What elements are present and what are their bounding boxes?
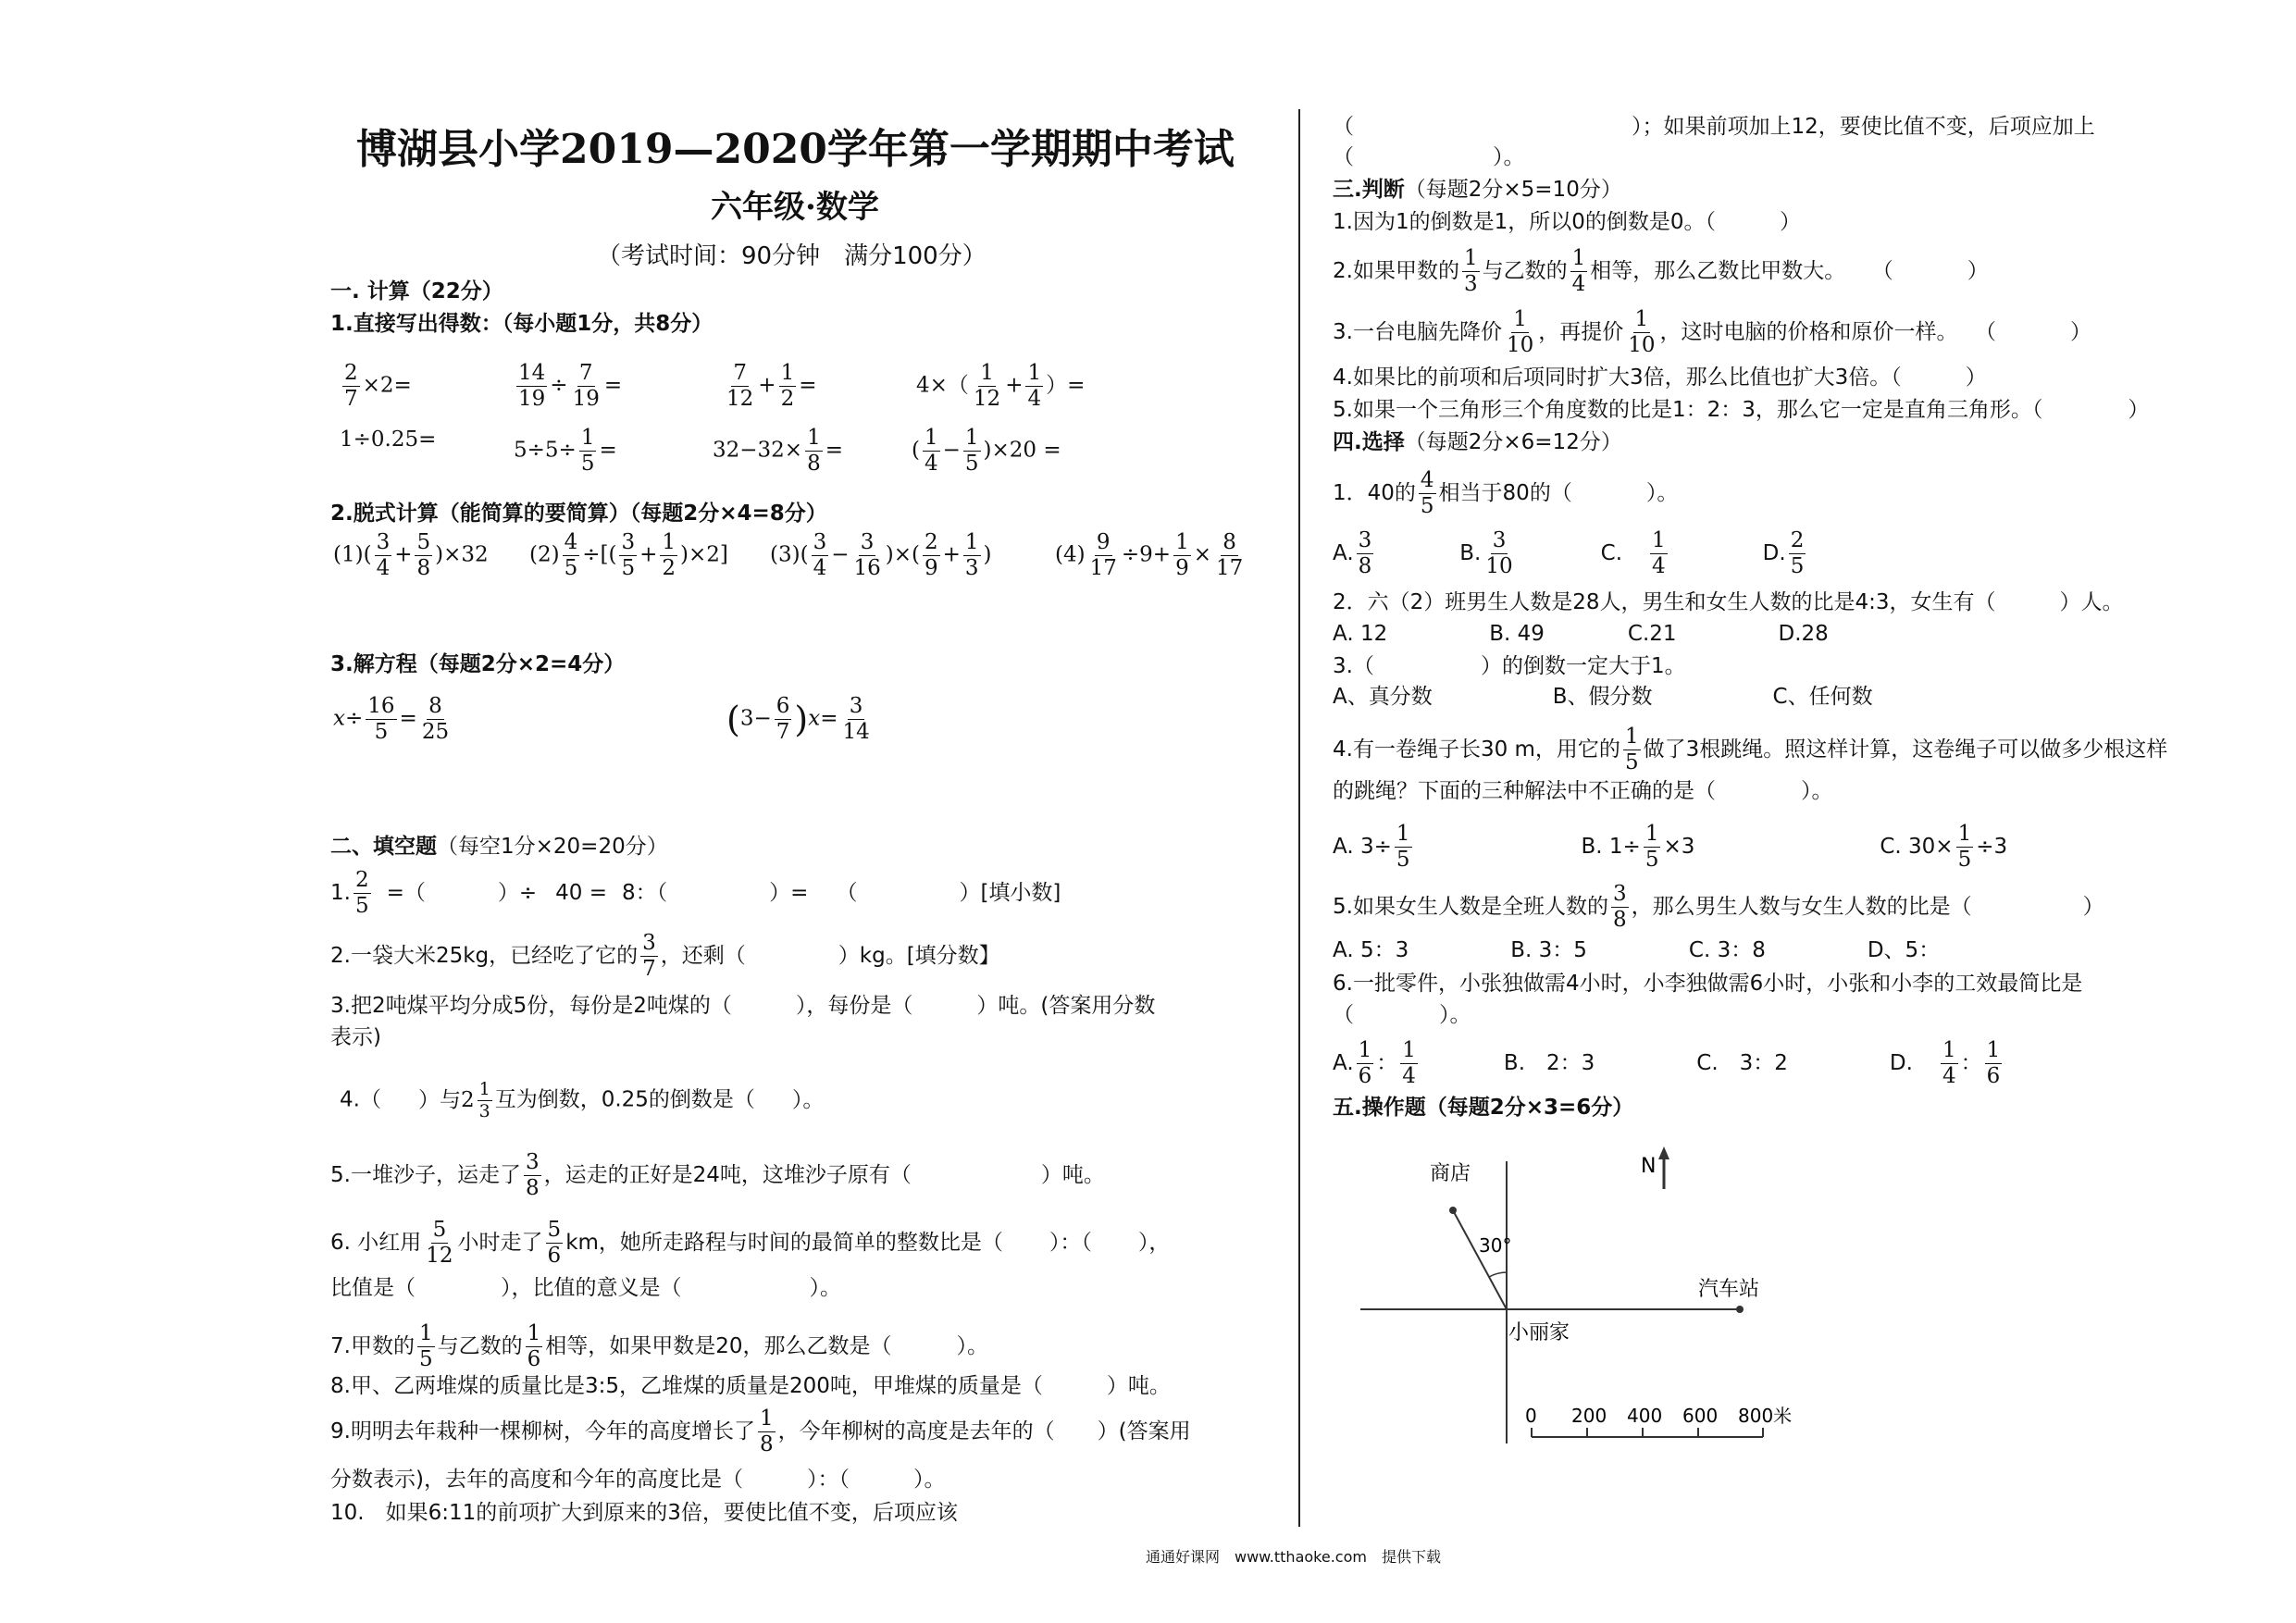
- fill-q6-line2: 比值是（ ），比值的意义是（ ）。: [330, 1276, 841, 1300]
- section-2-heading: 二、填空题（每空1分×20=20分）: [330, 835, 668, 859]
- fill-q5: 5.一堆沙子，运走了 $\frac{3}{8}$ ，运走的正好是24吨，这堆沙子原有（ ）吨。: [330, 1150, 1105, 1200]
- q3-heading: 3.解方程（每题2分×2=4分）: [330, 652, 626, 676]
- calc-12: (4) $\frac{9}{17}$ ÷9+ $\frac{1}{9}$ × $\frac{8}{17}$: [1055, 530, 1244, 580]
- choice-q6-line1: 6.一批零件，小张独做需4小时，小李独做需6小时，小张和小李的工效最简比是: [1333, 972, 2083, 996]
- scale-label: 200: [1571, 1405, 1607, 1427]
- map-diagram: [1333, 1134, 1814, 1467]
- equation-1: x÷ $\frac{16}{5}$ = $\frac{8}{25}$: [333, 694, 450, 744]
- scale-label: 400: [1627, 1405, 1663, 1427]
- fill-q9-line2: 分数表示)，去年的高度和今年的高度比是（ ）：（ ）。: [330, 1468, 946, 1492]
- judge-q3: 3.一台电脑先降价 $\frac{1}{10}$ ，再提价 $\frac{1}{10}$ ，这时电脑的价格和原价一样。 （ ）: [1333, 307, 2092, 357]
- fill-q3-line2: 表示): [330, 1025, 381, 1049]
- choice-q4-line1: 4.有一卷绳子长30 m，用它的 $\frac{1}{5}$ 做了3根跳绳。照这样计算，这卷绳子可以做多少根这样: [1333, 725, 2168, 774]
- judge-q5: 5.如果一个三角形三个角度数的比是1：2：3，那么它一定是直角三角形。（ ）: [1333, 398, 2150, 422]
- section-3-heading: 三.判断（每题2分×5=10分）: [1333, 178, 1622, 202]
- angle-arc: [1489, 1272, 1507, 1277]
- calc-2: $\frac{14}{19}$ ÷ $\frac{7}{19}$ =: [518, 361, 623, 411]
- q2-heading: 2.脱式计算（能简算的要简算）（每题2分×4=8分）: [330, 502, 827, 526]
- calc-1: $\frac{2}{7}$ ×2=: [344, 361, 412, 411]
- shop-label: 商店: [1430, 1162, 1471, 1185]
- fill-q7: 7.甲数的 $\frac{1}{5}$ 与乙数的 $\frac{1}{6}$ 相等，如果甲数是20，那么乙数是（ ）。: [330, 1321, 989, 1371]
- exam-subtitle: 六年级·数学: [711, 189, 879, 226]
- exam-title: 博湖县小学2019—2020学年第一学期期中考试: [356, 126, 1235, 173]
- calc-4: 4×（ $\frac{1}{12}$ + $\frac{1}{4}$ ）=: [916, 361, 1086, 411]
- north-arrowhead-icon: [1658, 1146, 1669, 1159]
- exam-info: （考试时间：90分钟 满分100分）: [597, 242, 987, 270]
- fill-q3-line1: 3.把2吨煤平均分成5份，每份是2吨煤的（ ），每份是（ ）吨。(答案用分数: [330, 994, 1156, 1018]
- judge-q2: 2.如果甲数的 $\frac{1}{3}$ 与乙数的 $\frac{1}{4}$ 相等，那么乙数比甲数大。 （ ）: [1333, 246, 1989, 296]
- fill-q10: 10. 如果6:11的前项扩大到原来的3倍，要使比值不变，后项应该: [330, 1501, 958, 1525]
- station-label: 汽车站: [1698, 1278, 1760, 1301]
- judge-q4: 4.如果比的前项和后项同时扩大3倍，那么比值也扩大3倍。（ ）: [1333, 365, 1987, 390]
- calc-9: (1)( $\frac{3}{4}$ + $\frac{5}{8}$ )×32: [333, 530, 489, 580]
- station-point: [1736, 1306, 1744, 1313]
- fill-q6-line1: 6. 小红用 $\frac{5}{12}$ 小时走了 $\frac{5}{6}$ km，她所走路程与时间的最简单的整数比是（ ）：（ ），: [330, 1218, 1171, 1268]
- judge-q1: 1.因为1的倒数是1，所以0的倒数是0。（ ）: [1333, 210, 1801, 234]
- choice-q4-options: A. 3÷ $\frac{1}{5}$ B. 1÷ $\frac{1}{5}$ ×3 C. 30× $\frac{1}{5}$ ÷3: [1333, 822, 2008, 872]
- choice-q5: 5.如果女生人数是全班人数的 $\frac{3}{8}$ ，那么男生人数与女生人数的比是（ ）: [1333, 882, 2104, 932]
- choice-q6-line2: （ ）。: [1333, 1003, 1471, 1027]
- fill-q10-cont1: （ ）；如果前项加上12，要使比值不变，后项应加上: [1333, 115, 2095, 139]
- choice-q4-line2: 的跳绳？下面的三种解法中不正确的是（ ）。: [1333, 779, 1833, 803]
- shop-direction-line: [1453, 1210, 1507, 1309]
- fill-q2: 2.一袋大米25kg，已经吃了它的 $\frac{3}{7}$ ，还剩（ ）kg。[填分数】: [330, 931, 1000, 981]
- section-5-heading: 五.操作题（每题2分×3=6分）: [1333, 1096, 1634, 1120]
- calc-3: $\frac{7}{12}$ + $\frac{1}{2}$ =: [726, 361, 817, 411]
- fill-q1: 1. $\frac{2}{5}$ =（ ）÷ 40 = 8：（ ）= （ ）[填小数]: [330, 868, 1061, 918]
- fill-q4: 4.（ ）与2 $\frac{1}{3}$ 互为倒数，0.25的倒数是（ ）。: [340, 1079, 825, 1121]
- shop-point: [1449, 1207, 1457, 1214]
- calc-10: (2) $\frac{4}{5}$ ÷[( $\frac{3}{5}$ + $\frac{1}{2}$ )×2]: [529, 530, 728, 580]
- equation-2: (3− $\frac{6}{7}$ )x= $\frac{3}{14}$: [726, 694, 870, 744]
- fill-q10-cont2: （ ）。: [1333, 145, 1525, 169]
- calc-11: (3)( $\frac{3}{4}$ − $\frac{3}{16}$ )×( $\frac{2}{9}$ + $\frac{1}{3}$ ): [770, 530, 992, 580]
- scale-label: 600: [1682, 1405, 1719, 1427]
- fill-q8: 8.甲、乙两堆煤的质量比是3:5，乙堆煤的质量是200吨，甲堆煤的质量是（ ）吨。: [330, 1374, 1171, 1398]
- choice-q1: 1．40的 $\frac{4}{5}$ 相当于80的（ ）。: [1333, 468, 1679, 518]
- calc-6: 5÷5÷ $\frac{1}{5}$ =: [514, 426, 617, 476]
- choice-q3: 3.（ ）的倒数一定大于1。: [1333, 654, 1686, 678]
- home-label: 小丽家: [1508, 1321, 1570, 1344]
- scale-label: 0: [1525, 1405, 1537, 1427]
- section-4-heading: 四.选择（每题2分×6=12分）: [1333, 430, 1622, 454]
- fill-q9-line1: 9.明明去年栽种一棵柳树，今年的高度增长了 $\frac{1}{8}$ ，今年柳树的高度是去年的（ ）(答案用: [330, 1406, 1191, 1456]
- section-1-heading: 一. 计算（22分）: [330, 279, 503, 304]
- choice-q2-options: A. 12 B. 49 C.21 D.28: [1333, 622, 1829, 646]
- column-divider: [1298, 109, 1300, 1527]
- choice-q5-options: A. 5：3 B. 3：5 C. 3：8 D、5：: [1333, 938, 1941, 962]
- calc-5: 1÷0.25=: [340, 427, 437, 452]
- footer-credit: 通通好课网 www.tthaoke.com 提供下载: [1146, 1548, 1441, 1566]
- q1-heading: 1.直接写出得数：（每小题1分，共8分）: [330, 312, 714, 336]
- north-label: N: [1641, 1155, 1657, 1178]
- choice-q1-options: A. $\frac{3}{8}$ B. $\frac{3}{10}$ C. $\frac{1}{4}$ D. $\frac{2}{5}$: [1333, 528, 1805, 578]
- angle-label: 30°: [1479, 1234, 1512, 1257]
- choice-q3-options: A、真分数 B、假分数 C、任何数: [1333, 685, 1873, 709]
- calc-8: ( $\frac{1}{4}$ − $\frac{1}{5}$ )×20 =: [912, 426, 1061, 476]
- scale-label: 800米: [1738, 1405, 1793, 1427]
- choice-q6-options: A. $\frac{1}{6}$ ： $\frac{1}{4}$ B. 2：3 C. 3：2 D. $\frac{1}{4}$ ： $\frac{1}{6}$: [1333, 1038, 2001, 1088]
- choice-q2: 2．六（2）班男生人数是28人，男生和女生人数的比是4:3，女生有（ ）人。: [1333, 590, 2124, 614]
- calc-7: 32−32× $\frac{1}{8}$ =: [713, 426, 843, 476]
